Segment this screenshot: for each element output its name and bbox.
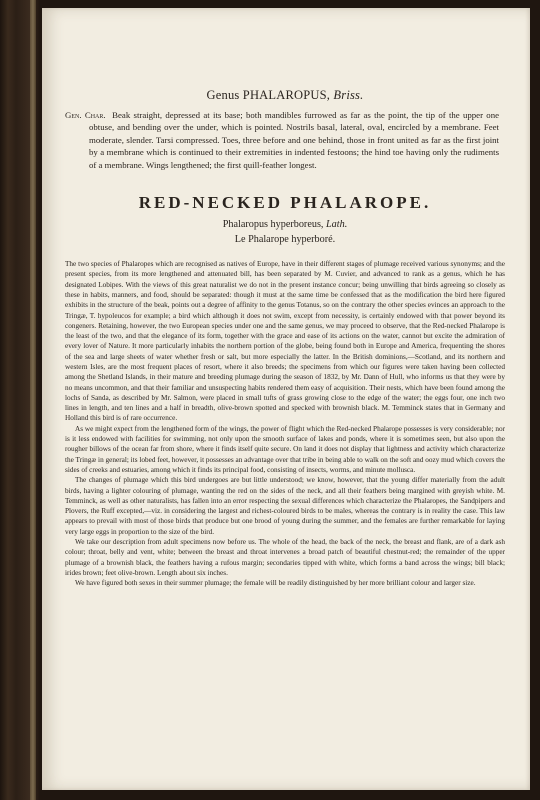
- generic-character-label: Gen. Char.: [65, 110, 106, 120]
- paragraph: We have figured both sexes in their summer plumage; the female will be readily distinguished by her more brilliant colour and larger size.: [75, 579, 476, 588]
- generic-character-text: Beak straight, depressed at its base; both mandibles furrowed as far as the point, the tip of the upper one obtuse, and bending over the under, which is pointed. Nostrils basal, lateral, oval, encircled by a membrane. Feet moderate, slender. Tarsi compressed. Toes, three before and one behind, those in front united as far as the first joint by a membrane which is continued to their extremities in indented festoons; the hind toe having only the rudiments of a membrane. Wings lengthened; the first quill-feather longest.: [89, 110, 499, 170]
- latin-name: Phalaropus hyperboreus,: [222, 219, 327, 231]
- species-description: [65, 259, 505, 589]
- paragraph: The two species of Phalaropes which are recognised as natives of Europe, have in their different stages of plumage received various synonyms; and the present species, from its more lengthened and attenuated bill, has been separated by M. Cuvier, and advanced to rank as a genus, which he has designated Lobipes. With the views of this great naturalist we do not in the present instance concur; being unwilling that birds agreeing so closely as these in habits, manners, and food, should be separated: though it must at the same time be confessed that as the modification the bird here figured exhibits in the structure of the beak, points out a degree of affinity to the genus Totanus, so on the contrary the other species evinces an approach to the Tringæ, T. hypoleucos for example; a bird which although it does not swim, except from necessity, is certainly endowed with that power beyond its congeners. Retaining, however, the two European species under one and the same genus, we may proceed to observe, that the Red-necked Phalarope is the least of the two, and that the elegance of its form, together with the grace and ease of its actions on the water, cannot but excite the admiration of every lover of Nature. It more particularly inhabits the northern portion of the globe, being found both in Europe and America, frequenting the shores of the sea and large sheets of water whether fresh or salt, but more especially the latter. In the British dominions,—Scotland, and its northern and western Isles, are the most frequent places of resort, where it also breeds; the specimens from which our figures were taken having been collected among the Shetland Islands, in their mature and breeding plumage during the season of 1832, by Mr. Dann of Hull, who informs us that they were by no means uncommon, and that their familiar and unsuspecting habits rendered them easy of acquisition. Their nests, which have been found among the lochs of Sanda, as described by Mr. Salmon, were placed in small tufts of grass growing close to the edge of the water; the eggs four, one inch two lines in length, and ten lines and a half in breadth, olive-brown spotted and specked with brownish black. M. Temminck states that in Germany and Holland this bird is of rare occurrence.: [65, 260, 505, 423]
- paragraph: As we might expect from the lengthened form of the wings, the power of flight which the Red-necked Phalarope possesses is very considerable; nor is it less endowed with facilities for swimming, not only upon the smooth surface of lakes and ponds, where it is sometimes seen, but also upon the rougher billows of the ocean far from shore, where it finds itself quite secure. On land it does not display that lightness and activity which characterize the Tringæ in general; its lobed feet, however, it possesses an advantage over that tribe in being able to walk on the soft and oozy mud which covers the sides of creeks and estuaries, among which it finds its principal food, consisting of insects, worms, and minute mollusca.: [65, 424, 505, 474]
- spine-gilt-stripe: [30, 0, 36, 800]
- genus-name: PHALAROPUS: [242, 88, 327, 102]
- page-content: [65, 88, 505, 589]
- latin-name-line: [65, 219, 505, 230]
- generic-character: [65, 109, 505, 171]
- paragraph: The changes of plumage which this bird undergoes are but little understood; we know, however, that the young differ materially from the adult birds, having a lighter colouring of plumage, wanting the red on the sides of the neck, and all their feathers being margined with greyish white. M. Temminck, as well as other naturalists, has fallen into an error respecting the sexual differences which characterize the Phalaropes, the Sandpipers and Plovers, the Ruff excepted,—viz. in considering the largest and richest-coloured birds to be males, whereas the contrary is in reality the case. This law appears to prevail with most of those birds that produce but one brood of young during the summer, and the females are further remarkable for laying very large eggs in proportion to the size of the bird.: [65, 476, 505, 536]
- paragraph: We take our description from adult specimens now before us. The whole of the head, the back of the neck, the breast and flank, are of a dark ash colour; throat, belly and vent, white; between the breast and throat intervenes a broad patch of beautiful chestnut-red; the remainder of the upper plumage of a brownish black, the feathers having a rufous margin; secondaries tipped with white, which forms a band across the wings; bill black; irides brown; feet olive-brown. Length about six inches.: [65, 538, 505, 577]
- genus-authority: Briss.: [333, 88, 364, 102]
- species-title: RED-NECKED PHALAROPE.: [138, 193, 432, 213]
- latin-authority: Lath.: [326, 219, 348, 231]
- french-name: Le Phalarope hyperboré.: [234, 234, 336, 246]
- genus-heading: Genus PHALAROPUS, Briss.: [206, 88, 364, 102]
- genus-prefix: Genus: [206, 88, 243, 102]
- book-page: [42, 8, 530, 790]
